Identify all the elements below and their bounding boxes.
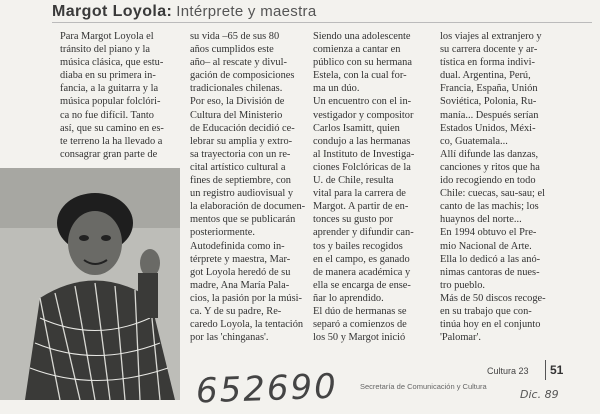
text-line: vital para la carrera de xyxy=(313,188,406,200)
text-line: Allí difunde las danzas, xyxy=(440,148,539,160)
text-line: condujo a las hermanas xyxy=(313,135,411,147)
text-line: al Instituto de Investiga- xyxy=(313,148,415,160)
text-line: Soviética, Polonia, Ru- xyxy=(440,96,537,108)
text-line: ido recogiendo en todo xyxy=(440,175,536,187)
text-line: fancia, a la guitarra y la xyxy=(60,83,159,95)
text-line: su carrera docente y ar- xyxy=(440,44,538,56)
text-line: aprender y difundir can- xyxy=(313,227,414,239)
text-line: lebrar su amplia y extro- xyxy=(190,135,293,147)
text-line: Siendo una adolescente xyxy=(313,31,411,42)
text-line: El dúo de hermanas se xyxy=(313,305,407,317)
text-line: cital artístico cultural a xyxy=(190,161,286,173)
text-line: Estela, con la cual for- xyxy=(313,70,407,82)
page-number: 51 xyxy=(550,363,564,377)
text-line: música popular folclóri- xyxy=(60,96,161,108)
title-name: Margot Loyola: xyxy=(52,3,173,20)
text-line: los viajes al extranjero y xyxy=(440,31,542,42)
text-line: U. de Chile, resulta xyxy=(313,175,394,187)
text-line: manía... Después serían xyxy=(440,109,539,121)
text-line: ca. Y de su padre, Re- xyxy=(190,305,282,317)
text-line: de manera académica y xyxy=(313,266,411,278)
text-line: tradicionales chilenas. xyxy=(190,83,283,95)
title-rule xyxy=(52,22,592,23)
footer-credit: Secretaría de Comunicación y Cultura xyxy=(360,382,487,391)
text-line: así, que su camino en es- xyxy=(60,122,164,134)
text-line: tística en forma indivi- xyxy=(440,57,535,69)
text-line: separó a comienzos de xyxy=(313,319,407,331)
text-line: en el campo, es ganado xyxy=(313,253,410,265)
text-line: dual. Argentina, Perú, xyxy=(440,70,531,82)
text-line: co, Guatemala... xyxy=(440,135,508,147)
text-line: Carlos Isamitt, quien xyxy=(313,122,400,134)
text-line: ella se encarga de ense- xyxy=(313,279,411,291)
text-line: gación de composiciones xyxy=(190,70,295,82)
text-line: got Loyola heredó de su xyxy=(190,266,291,278)
text-line: mio Nacional de Arte. xyxy=(440,240,532,252)
text-line: Cultura del Ministerio xyxy=(190,109,283,121)
text-line: Chile: cuecas, sau-sau; el xyxy=(440,188,546,200)
text-line: Para Margot Loyola el xyxy=(60,31,154,42)
text-line: tinúa hoy en el conjunto xyxy=(440,319,541,331)
text-line: por las 'chinganas'. xyxy=(190,332,269,344)
text-line: años cumplidos este xyxy=(190,44,274,56)
text-line: Por eso, la División de xyxy=(190,96,285,108)
text-line: Un encuentro con el in- xyxy=(313,96,412,108)
handwritten-date: Dic. 89 xyxy=(520,388,559,401)
text-line: tro pueblo. xyxy=(440,279,486,291)
text-line: canto de las machis; los xyxy=(440,201,539,213)
portrait-photo xyxy=(0,168,180,400)
text-line: ca no fue difícil. Tanto xyxy=(60,109,155,121)
text-line: diaba en su primera in- xyxy=(60,70,156,82)
text-line: año– al rescate y divul- xyxy=(190,57,287,69)
text-line: te terreno la ha llevado a xyxy=(60,135,163,147)
portrait-illustration xyxy=(0,168,180,400)
text-line: los 50 y Margot inició xyxy=(313,332,406,344)
text-line: sa trayectoria con un re- xyxy=(190,148,291,160)
text-line: público con su hermana xyxy=(313,57,412,69)
text-column-2 xyxy=(190,30,305,344)
text-line: canciones y ritos que ha xyxy=(440,161,540,173)
title-subtitle: Intérprete y maestra xyxy=(176,3,317,20)
text-line: ciones Folclóricas de la xyxy=(313,161,411,173)
text-line: Autodefinida como in- xyxy=(190,240,285,252)
text-line: su vida –65 de sus 80 xyxy=(190,31,280,42)
text-line: Francia, España, Unión xyxy=(440,83,538,95)
text-line: Ella lo dedicó a las anó- xyxy=(440,253,541,265)
text-line: cios, la pasión por la músi- xyxy=(190,292,302,304)
text-line: tonces su gusto por xyxy=(313,214,393,226)
text-line: ñar lo aprendido. xyxy=(313,292,384,304)
text-line: mentos que se publicarán xyxy=(190,214,296,226)
text-line: un registro audiovisual y xyxy=(190,188,294,200)
text-column-1 xyxy=(60,30,180,161)
text-line: Más de 50 discos recoge- xyxy=(440,292,546,304)
text-line: ma un dúo. xyxy=(313,83,360,95)
folio-divider xyxy=(545,360,546,380)
text-line: nimas cantoras de nues- xyxy=(440,266,540,278)
handwritten-number: 652690 xyxy=(195,366,339,412)
text-line: Margot. A partir de en- xyxy=(313,201,409,213)
text-line: fines de septiembre, con xyxy=(190,175,291,187)
text-line: consagrar gran parte de xyxy=(60,148,158,160)
text-line: huaynos del norte... xyxy=(440,214,522,226)
text-column-3 xyxy=(313,30,431,344)
text-line: tos y bailes recogidos xyxy=(313,240,403,252)
text-line: 'Palomar'. xyxy=(440,332,481,344)
text-line: música clásica, que estu- xyxy=(60,57,164,69)
text-line: caredo Loyola, la tentación xyxy=(190,319,304,331)
text-line: en su trabajo que con- xyxy=(440,305,532,317)
text-line: posteriormente. xyxy=(190,227,255,239)
text-line: En 1994 obtuvo el Pre- xyxy=(440,227,537,239)
text-column-4 xyxy=(440,30,560,344)
text-line: de Educación decidió ce- xyxy=(190,122,295,134)
text-line: tránsito del piano y la xyxy=(60,44,151,56)
text-line: la elaboración de documen- xyxy=(190,201,306,213)
text-line: comienza a cantar en xyxy=(313,44,401,56)
text-line: térprete y maestra, Mar- xyxy=(190,253,291,265)
section-folio: Cultura 23 xyxy=(487,366,529,376)
text-line: vestigador y compositor xyxy=(313,109,414,121)
text-line: madre, Ana María Pala- xyxy=(190,279,290,291)
text-line: Estados Unidos, Méxi- xyxy=(440,122,536,134)
